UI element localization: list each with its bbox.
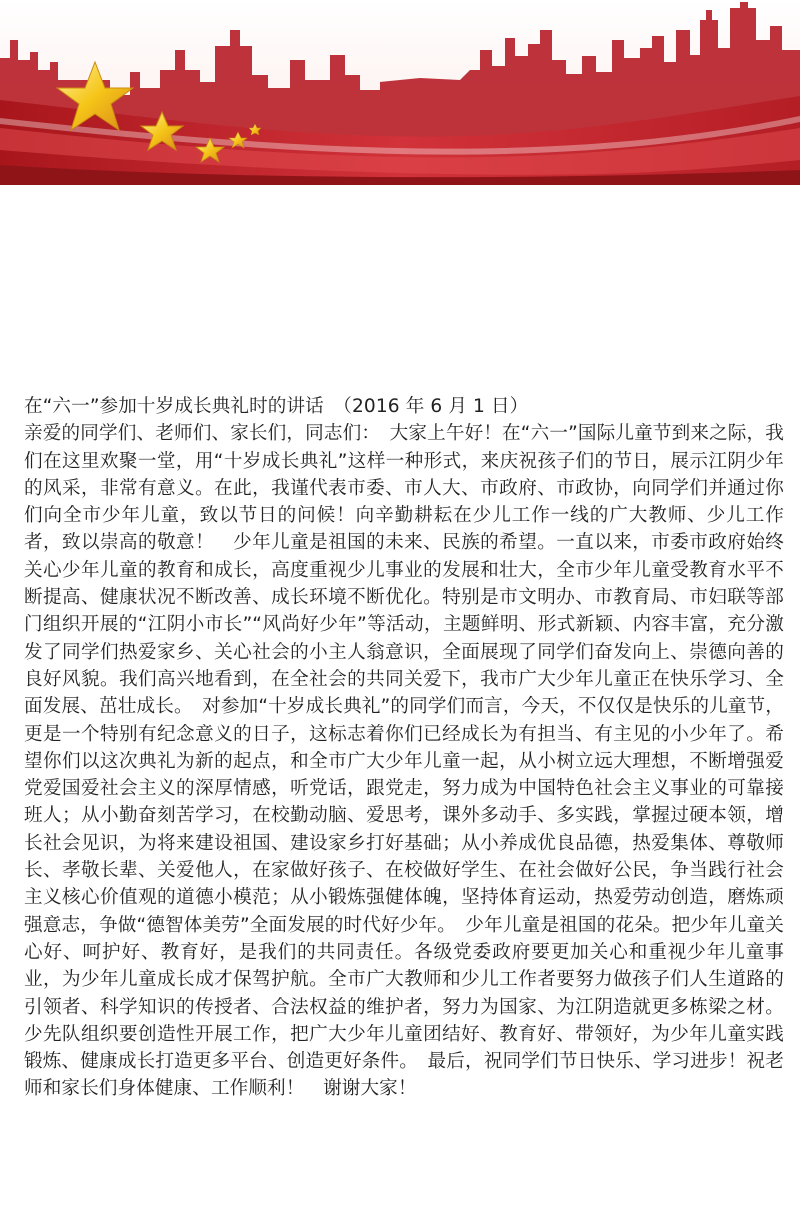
document-title: 在“六一”参加十岁成长典礼时的讲话 （2016 年 6 月 1 日） (24, 396, 529, 417)
speech-document (24, 393, 784, 1103)
header-banner (0, 0, 800, 185)
banner-graphic (0, 0, 800, 185)
document-body: 亲爱的同学们、老师们、家长们，同志们： 大家上午好！在“六一”国际儿童节到来之际，我们在这里欢聚一堂，用“十岁成长典礼”这样一种形式，来庆祝孩子们的节日，展示江阴少年的风采，非常有意义。在此，我谨代表市委、市人大、市政府、市政协，向同学们并通过你们向全市少年儿童，致以节日的问候！向辛勤耕耘在少儿工作一线的广大教师、少儿工作者，致以崇高的敬意！ 少年儿童是祖国的未来、民族的希望。一直以来，市委市政府始终关心少年儿童的教育和成长，高度重视少儿事业的发展和壮大，全市少年儿童受教育水平不断提高、健康状况不断改善、成长环境不断优化。特别是市文明办、市教育局、市妇联等部门组织开展的“江阴小市长”“风尚好少年”等活动，主题鲜明、形式新颖、内容丰富，充分激发了同学们热爱家乡、关心社会的小主人翁意识，全面展现了同学们奋发向上、崇德向善的良好风貌。我们高兴地看到，在全社会的共同关爱下，我市广大少年儿童正在快乐学习、全面发展、茁壮成长。 对参加“十岁成长典礼”的同学们而言，今天，不仅仅是快乐的儿童节，更是一个特别有纪念意义的日子，这标志着你们已经成长为有担当、有主见的小少年了。希望你们以这次典礼为新的起点，和全市广大少年儿童一起，从小树立远大理想，不断增强爱党爱国爱社会主义的深厚情感，听党话，跟党走，努力成为中国特色社会主义事业的可靠接班人；从小勤奋刻苦学习，在校勤动脑、爱思考，课外多动手、多实践，掌握过硬本领，增长社会见识，为将来建设祖国、建设家乡打好基础；从小养成优良品德，热爱集体、尊敬师长、孝敬长辈、关爱他人，在家做好孩子、在校做好学生、在社会做好公民，争当践行社会主义核心价值观的道德小模范；从小锻炼强健体魄，坚持体育运动，热爱劳动创造，磨炼顽强意志，争做“德智体美劳”全面发展的时代好少年。 少年儿童是祖国的花朵。把少年儿童关心好、呵护好、教育好，是我们的共同责任。各级党委政府要更加关心和重视少年儿童事业，为少年儿童成长成才保驾护航。全市广大教师和少儿工作者要努力做孩子们人生道路的引领者、科学知识的传授者、合法权益的维护者，努力为国家、为江阴造就更多栋梁之材。少先队组织要创造性开展工作，把广大少年儿童团结好、教育好、带领好，为少年儿童实践锻炼、健康成长打造更多平台、创造更好条件。 最后，祝同学们节日快乐、学习进步！祝老师和家长们身体健康、工作顺利！ 谢谢大家！ (24, 423, 784, 1100)
